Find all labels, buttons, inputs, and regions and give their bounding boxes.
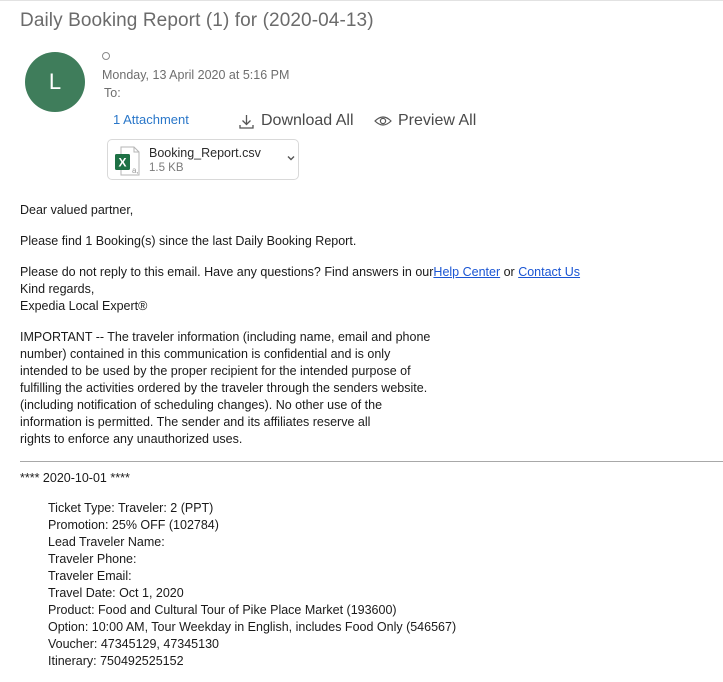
traveler-phone: Traveler Phone:: [48, 552, 137, 566]
sender-avatar[interactable]: [25, 52, 85, 112]
important-line: number) contained in this communication is confidential and is only: [20, 347, 391, 361]
ticket-type: Ticket Type: Traveler: 2 (PPT): [48, 501, 214, 515]
regards-text: Kind regards,: [20, 282, 95, 296]
important-line: fulfilling the activities ordered by the traveler through the senders website.: [20, 381, 428, 395]
email-to-label: To:: [104, 86, 121, 100]
svg-text:a,: a,: [132, 166, 139, 175]
or-text: or: [500, 265, 519, 279]
important-line: IMPORTANT -- The traveler information (including name, email and phone: [20, 330, 431, 344]
download-icon: [238, 113, 255, 130]
contact-us-link[interactable]: Contact Us: [518, 265, 581, 279]
top-border: [0, 0, 723, 1]
section-divider: [20, 461, 723, 462]
important-line: information is permitted. The sender and its affiliates reserve all: [20, 415, 371, 429]
email-subject: Daily Booking Report (1) for (2020-04-13): [20, 10, 374, 31]
important-notice: [20, 329, 430, 448]
status-indicator-icon: [102, 52, 110, 60]
summary-text: Please find 1 Booking(s) since the last Daily Booking Report.: [20, 234, 357, 248]
traveler-email: Traveler Email:: [48, 569, 132, 583]
download-all-button[interactable]: [238, 112, 354, 130]
travel-date: Travel Date: Oct 1, 2020: [48, 586, 184, 600]
avatar-initial: L: [48, 69, 62, 94]
product: Product: Food and Cultural Tour of Pike Place Market (193600): [48, 603, 397, 617]
email-date: Monday, 13 April 2020 at 5:16 PM: [102, 68, 290, 82]
no-reply-paragraph: [20, 264, 580, 281]
important-line: intended to be used by the proper recipient for the intended purpose of: [20, 364, 411, 378]
excel-icon: [114, 146, 140, 176]
lead-traveler-name: Lead Traveler Name:: [48, 535, 165, 549]
help-center-link[interactable]: Help Center: [433, 265, 501, 279]
preview-all-label: Preview All: [398, 112, 477, 129]
eye-icon: [374, 114, 392, 128]
attachment-file-size: 1.5 KB: [149, 162, 184, 174]
signature-text: Expedia Local Expert®: [20, 299, 148, 313]
attachment-count: 1 Attachment: [113, 112, 189, 127]
svg-text:X: X: [118, 155, 127, 170]
preview-all-button[interactable]: [374, 112, 476, 130]
attachment-file-card[interactable]: [107, 139, 299, 180]
no-reply-text: Please do not reply to this email. Have any questions? Find answers in our: [20, 265, 434, 279]
booking-details: [48, 500, 456, 670]
voucher: Voucher: 47345129, 47345130: [48, 637, 219, 651]
important-line: (including notification of scheduling changes). No other use of the: [20, 398, 383, 412]
download-all-label: Download All: [261, 112, 354, 129]
option: Option: 10:00 AM, Tour Weekday in English, includes Food Only (546567): [48, 620, 457, 634]
chevron-down-icon[interactable]: [286, 153, 296, 163]
promotion: Promotion: 25% OFF (102784): [48, 518, 219, 532]
attachment-count-link[interactable]: [113, 112, 189, 127]
attachment-file-name: Booking_Report.csv: [149, 146, 261, 160]
itinerary: Itinerary: 750492525152: [48, 654, 184, 668]
important-line: rights to enforce any unauthorized uses.: [20, 432, 243, 446]
booking-date-header: **** 2020-10-01 ****: [20, 471, 130, 485]
greeting-text: Dear valued partner,: [20, 203, 134, 217]
